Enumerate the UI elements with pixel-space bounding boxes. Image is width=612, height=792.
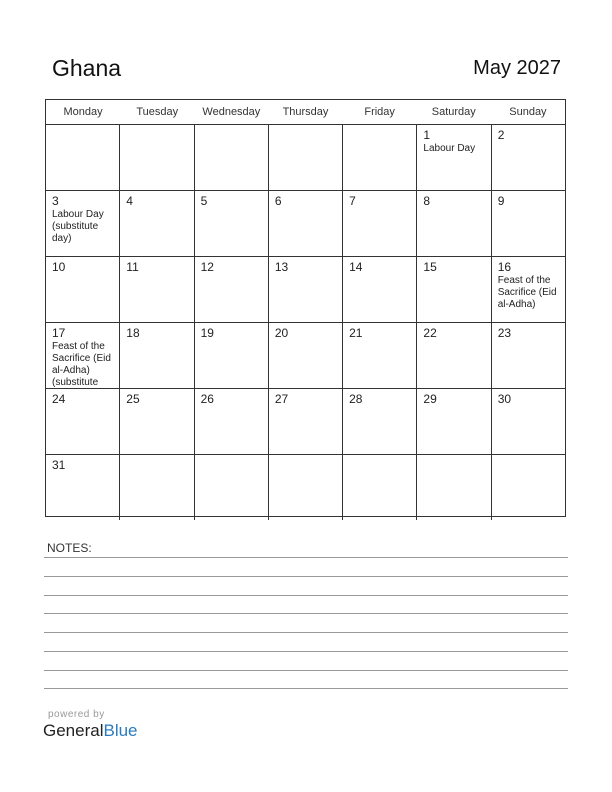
holiday-label: Labour Day (423, 143, 476, 154)
day-number: 26 (200, 392, 214, 406)
weekday-header: Tuesday (136, 106, 179, 118)
day-number: 22 (423, 326, 437, 340)
weekday-header: Monday (63, 106, 103, 118)
day-cell (417, 389, 491, 454)
day-number: 29 (423, 392, 437, 406)
weekday-header-row (46, 100, 565, 125)
day-cell (120, 455, 194, 520)
day-cell (492, 257, 565, 322)
day-cell (269, 257, 343, 322)
day-number: 15 (423, 260, 437, 274)
day-number: 18 (126, 326, 140, 340)
day-number: 5 (200, 194, 208, 208)
day-number: 6 (274, 194, 282, 208)
day-number: 2 (497, 128, 505, 142)
notes-line (44, 613, 568, 614)
day-cell (195, 191, 269, 256)
week-row (46, 323, 565, 389)
notes-line (44, 670, 568, 671)
brand-logo (43, 721, 138, 741)
day-number: 25 (126, 392, 140, 406)
day-cell (343, 455, 417, 520)
holiday-label: Feast of the Sacrifice (Eid al-Adha) (substitute (52, 341, 111, 388)
day-number: 10 (52, 260, 66, 274)
week-row (46, 257, 565, 323)
day-cell (46, 323, 120, 388)
day-number: 21 (349, 326, 363, 340)
day-cell (417, 257, 491, 322)
day-cell (269, 455, 343, 520)
day-cell (120, 125, 194, 190)
calendar-grid (45, 99, 566, 517)
day-number: 19 (200, 326, 214, 340)
day-cell (195, 125, 269, 190)
day-number: 7 (349, 194, 356, 208)
day-number: 28 (349, 392, 363, 406)
day-cell (120, 389, 194, 454)
day-number: 16 (497, 260, 512, 274)
weekday-header: Thursday (282, 106, 329, 118)
day-cell (120, 323, 194, 388)
day-number: 3 (52, 194, 59, 208)
day-cell (492, 323, 565, 388)
day-number: 8 (423, 194, 431, 208)
notes-line (44, 557, 568, 558)
notes-line (44, 651, 568, 652)
notes-line (44, 632, 568, 633)
day-cell (417, 125, 491, 190)
day-cell (269, 323, 343, 388)
brand-logo-blue: Blue (103, 721, 138, 740)
day-number: 14 (349, 260, 363, 274)
week-row (46, 455, 565, 520)
weekday-header: Saturday (431, 106, 476, 118)
day-cell (417, 455, 491, 520)
holiday-label: Feast of the Sacrifice (Eid al-Adha) (497, 275, 557, 310)
day-cell (195, 455, 269, 520)
day-cell (269, 389, 343, 454)
country-title: Ghana (52, 55, 122, 81)
day-cell (343, 191, 417, 256)
day-number: 11 (126, 260, 139, 274)
week-row (46, 191, 565, 257)
day-number: 30 (497, 392, 512, 406)
day-number: 27 (274, 392, 289, 406)
day-number: 9 (497, 194, 505, 208)
day-cell (269, 191, 343, 256)
day-cell (120, 191, 194, 256)
day-cell (343, 323, 417, 388)
day-cell (195, 257, 269, 322)
day-cell (492, 455, 565, 520)
day-cell (417, 191, 491, 256)
day-number: 23 (497, 326, 512, 340)
holiday-label: Labour Day (substitute day) (52, 209, 104, 244)
day-cell (46, 125, 120, 190)
notes-line (44, 576, 568, 577)
day-cell (343, 257, 417, 322)
day-cell (46, 455, 120, 520)
day-cell (46, 389, 120, 454)
day-number: 31 (52, 458, 66, 472)
week-row (46, 125, 565, 191)
day-number: 1 (423, 128, 431, 142)
day-cell (492, 191, 565, 256)
day-cell (492, 389, 565, 454)
day-number: 12 (200, 260, 214, 274)
notes-label: NOTES: (47, 541, 92, 555)
weekday-header: Sunday (509, 106, 547, 118)
brand-logo-general: General (43, 721, 104, 740)
day-number: 4 (126, 194, 133, 208)
weeks-container (46, 125, 565, 520)
weekday-header: Friday (364, 106, 395, 118)
day-number: 13 (274, 260, 289, 274)
day-cell (120, 257, 194, 322)
day-cell (195, 323, 269, 388)
day-cell (343, 389, 417, 454)
day-cell (343, 125, 417, 190)
day-number: 24 (52, 392, 66, 406)
notes-line (44, 595, 568, 596)
day-cell (492, 125, 565, 190)
day-number: 17 (52, 326, 66, 340)
weekday-header: Wednesday (202, 106, 261, 118)
week-row (46, 389, 565, 455)
powered-by-text: powered by (48, 709, 105, 720)
day-cell (46, 257, 120, 322)
day-cell (269, 125, 343, 190)
notes-line (44, 688, 568, 689)
day-cell (417, 323, 491, 388)
day-cell (46, 191, 120, 256)
day-number: 20 (274, 326, 289, 340)
month-year-title: May 2027 (473, 57, 561, 79)
day-cell (195, 389, 269, 454)
